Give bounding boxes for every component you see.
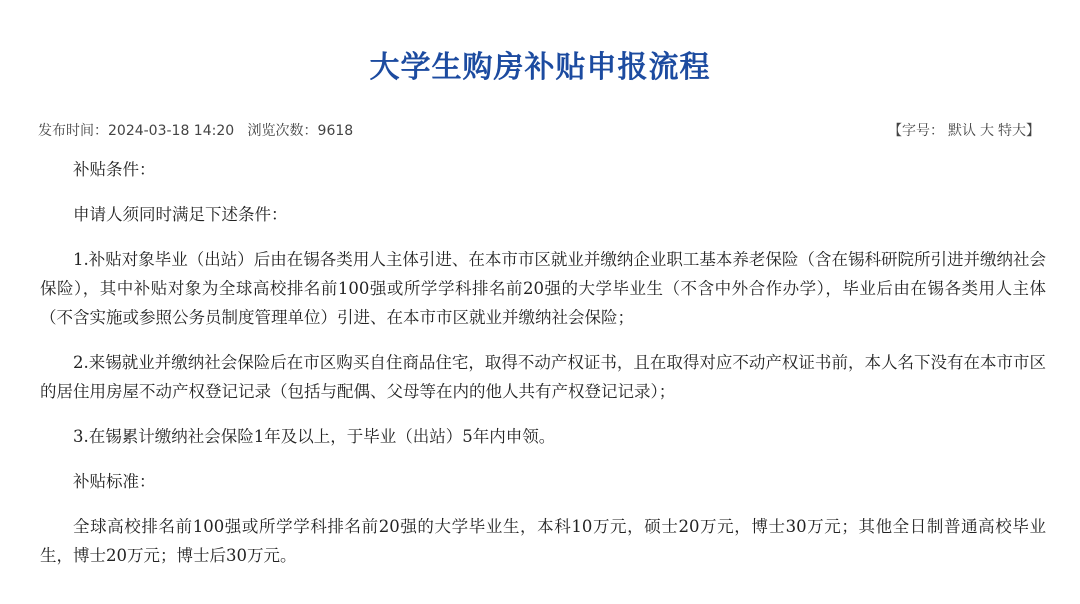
condition-item-1: 1.补贴对象毕业（出站）后由在锡各类用人主体引进、在本市市区就业并缴纳企业职工基本养老保险（含在锡科研院所引进并缴纳社会保险），其中补贴对象为全球高校排名前100强或所学学科排名前20强的大学毕业生（不含中外合作办学），毕业后由在锡各类用人主体（不含实施或参照公务员制度管理单位）引进、在本市市区就业并缴纳社会保险； xyxy=(40,250,1046,327)
section-heading-conditions: 补贴条件： xyxy=(73,160,156,179)
article-body xyxy=(40,155,1046,570)
font-size-default-link[interactable]: 默认 xyxy=(948,123,976,139)
condition-item-2: 2.来锡就业并缴纳社会保险后在市区购买自住商品住宅，取得不动产权证书，且在取得对应不动产权证书前，本人名下没有在本市市区的居住用房屋不动产权登记记录（包括与配偶、父母等在内的他人共有产权登记记录）； xyxy=(40,353,1046,401)
publish-time-label: 发布时间： xyxy=(38,123,108,139)
section-heading-standards: 补贴标准： xyxy=(73,472,156,491)
font-size-large-link[interactable]: 大 xyxy=(980,123,994,139)
font-size-switcher xyxy=(888,120,1040,140)
view-count: 9618 xyxy=(317,123,354,139)
publish-time: 2024-03-18 14:20 xyxy=(108,123,235,139)
views-label: 浏览次数： xyxy=(247,123,318,139)
article-title: 大学生购房补贴申报流程 xyxy=(369,50,711,85)
condition-item-3: 3.在锡累计缴纳社会保险1年及以上，于毕业（出站）5年内申领。 xyxy=(73,427,556,446)
article-meta xyxy=(38,120,1040,142)
font-size-xlarge-link[interactable]: 特大 xyxy=(998,123,1026,139)
meta-info xyxy=(38,120,353,140)
font-size-bracket-open: 【字号： xyxy=(888,123,944,139)
standards-text: 全球高校排名前100强或所学学科排名前20强的大学毕业生，本科10万元，硕士20万元，博士30万元；其他全日制普通高校毕业生，博士20万元；博士后30万元。 xyxy=(40,517,1046,565)
font-size-bracket-close: 】 xyxy=(1026,123,1040,139)
conditions-intro: 申请人须同时满足下述条件： xyxy=(73,205,288,224)
